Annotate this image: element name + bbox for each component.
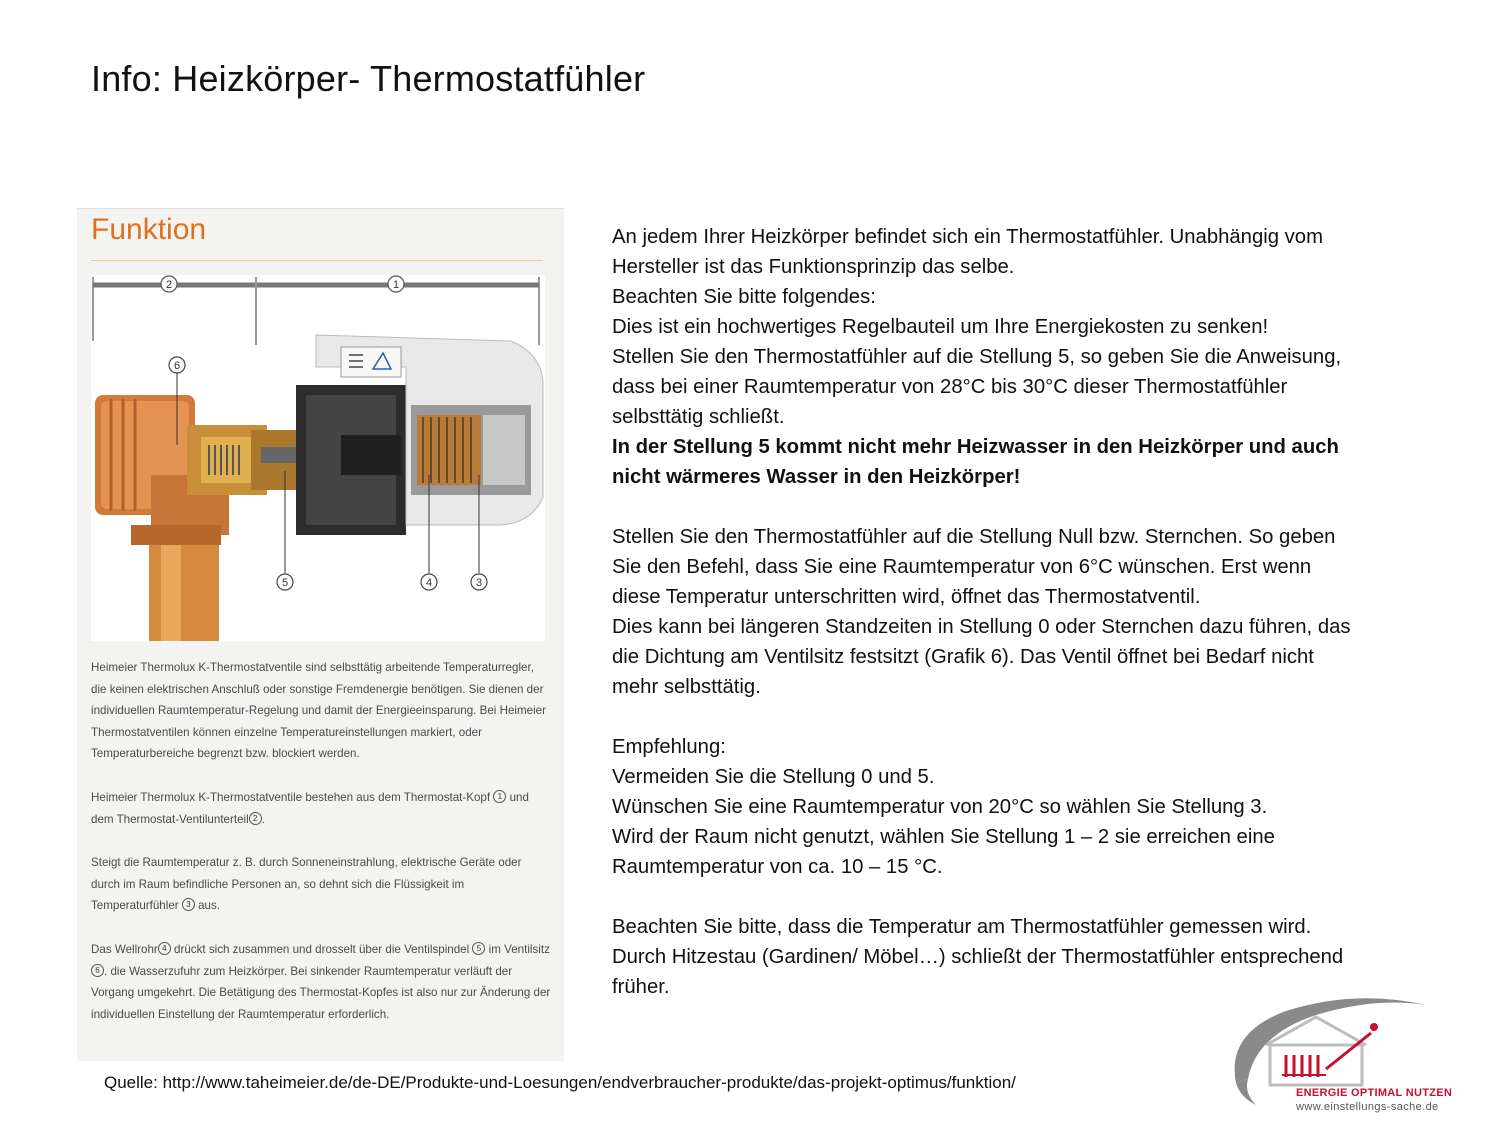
marker-4-label: 4 <box>425 577 433 589</box>
text-line: dass bei einer Raumtemperatur von 28°C bis 30°C dieser Thermostatfühler <box>612 376 1288 398</box>
paragraph-gap <box>612 702 1462 732</box>
description-paragraph-1: Heimeier Thermolux K-Thermostatventile sind selbsttätig arbeitende Temperaturregler, die keinen elektrischen Anschluß oder sonstige Fremdenergie benötigen. Sie dienen der individuellen Raumtemperatur-Regelung und damit der Energieeinsparung. Bei Heimeier Thermostatventilen können einzelne Temperatureinstellungen markiert, oder Temperaturbereiche begrenzt bzw. blockiert werden. <box>91 661 546 761</box>
description-paragraph-3 <box>91 852 551 917</box>
text-line: diese Temperatur unterschritten wird, öffnet das Thermostatventil. <box>612 586 1201 608</box>
logo-brand-name: ENERGIE OPTIMAL NUTZEN <box>1296 1087 1453 1099</box>
part-marker-3 <box>471 574 487 590</box>
panel-divider <box>91 260 543 261</box>
p4-text-c: im Ventilsitz <box>488 942 550 956</box>
text-line: Hersteller ist das Funktionsprinzip das selbe. <box>612 256 1015 278</box>
marker-6-label: 6 <box>173 360 181 372</box>
paragraph-gap <box>612 492 1462 522</box>
text-line: Stellen Sie den Thermostatfühler auf die Stellung 5, so geben Sie die Anweisung, <box>612 346 1342 368</box>
text-line: Wird der Raum nicht genutzt, wählen Sie Stellung 1 – 2 sie erreichen eine <box>612 826 1275 848</box>
part-marker-4 <box>421 574 437 590</box>
thermostat-cross-section-illustration <box>91 275 545 641</box>
part-marker-5 <box>277 574 293 590</box>
description-paragraph-2 <box>91 787 551 830</box>
source-citation: Quelle: http://www.taheimeier.de/de-DE/Produkte-und-Loesungen/endverbraucher-produkte/das-projekt-optimus/funktion/ <box>104 1073 1016 1092</box>
p2-text-a: Heimeier Thermolux K-Thermostatventile bestehen aus dem Thermostat-Kopf <box>91 790 491 804</box>
marker-4-inline: 4 <box>158 942 171 955</box>
part-marker-6 <box>169 357 185 373</box>
text-line: Stellen Sie den Thermostatfühler auf die Stellung Null bzw. Sternchen. So geben <box>612 526 1336 548</box>
paragraph-gap <box>612 882 1462 912</box>
dimension-marker-2 <box>161 276 177 292</box>
text-line: Dies kann bei längeren Standzeiten in Stellung 0 oder Sternchen dazu führen, das <box>612 616 1351 638</box>
marker-3-inline: 3 <box>182 898 195 911</box>
text-line: Beachten Sie bitte folgendes: <box>612 286 876 308</box>
marker-1-label: 1 <box>392 279 400 291</box>
thermostat-valve-diagram <box>91 275 545 641</box>
function-panel <box>77 208 564 1061</box>
page-title: Info: Heizkörper- Thermostatfühler <box>91 58 646 99</box>
description-paragraph-4 <box>91 939 551 1025</box>
marker-5-inline: 5 <box>472 942 485 955</box>
text-line: Beachten Sie bitte, dass die Temperatur am Thermostatfühler gemessen wird. <box>612 916 1312 938</box>
text-line: mehr selbsttätig. <box>612 676 761 698</box>
text-line: Dies ist ein hochwertiges Regelbauteil um Ihre Energiekosten zu senken! <box>612 316 1269 338</box>
explanation-text <box>612 222 1462 1002</box>
marker-5-label: 5 <box>281 577 289 589</box>
logo-url: www.einstellungs-sache.de <box>1296 1101 1439 1113</box>
p4-text-a: Das Wellrohr <box>91 942 158 956</box>
text-line: Sie den Befehl, dass Sie eine Raumtemperatur von 6°C wünschen. Erst wenn <box>612 556 1312 578</box>
warning-line: nicht wärmeres Wasser in den Heizkörper! <box>612 466 1021 488</box>
text-line: selbsttätig schließt. <box>612 406 785 428</box>
p2-text-b: und dem Thermostat-Ventilunterteil <box>91 790 529 826</box>
text-line: Vermeiden Sie die Stellung 0 und 5. <box>612 766 935 788</box>
marker-6-inline: 6 <box>91 964 104 977</box>
text-line: Durch Hitzestau (Gardinen/ Möbel…) schließt der Thermostatfühler entsprechend <box>612 946 1344 968</box>
text-line: An jedem Ihrer Heizkörper befindet sich ein Thermostatfühler. Unabhängig vom <box>612 226 1323 248</box>
p3-text-b: aus. <box>198 899 221 913</box>
p4-text-b: drückt sich zusammen und drosselt über die Ventilspindel <box>174 942 470 956</box>
marker-2-inline: 2 <box>249 812 262 825</box>
text-line: früher. <box>612 976 670 998</box>
text-line: die Dichtung am Ventilsitz festsitzt (Grafik 6). Das Ventil öffnet bei Bedarf nicht <box>612 646 1314 668</box>
p2-text-c: . <box>261 812 265 826</box>
marker-2-label: 2 <box>165 279 173 291</box>
warning-line: In der Stellung 5 kommt nicht mehr Heizwasser in den Heizkörper und auch <box>612 436 1339 458</box>
dimension-marker-1 <box>388 276 404 292</box>
marker-3-label: 3 <box>475 577 483 589</box>
function-description <box>91 657 551 1047</box>
text-line: Wünschen Sie eine Raumtemperatur von 20°C so wählen Sie Stellung 3. <box>612 796 1268 818</box>
recommendation-heading: Empfehlung: <box>612 736 726 758</box>
p4-text-d: . die Wasserzufuhr zum Heizkörper. Bei sinkender Raumtemperatur verläuft der Vorgang umgekehrt. Die Betätigung des Thermostat-Kopfes ist also nur zur Änderung der individuellen Einstellung der Raumtemperatur erforderlich. <box>91 964 551 1021</box>
p3-text-a: Steigt die Raumtemperatur z. B. durch Sonneneinstrahlung, elektrische Geräte oder durch im Raum befindliche Personen an, so dehnt sich die Flüssigkeit im Temperaturfühler <box>91 856 522 913</box>
panel-heading: Funktion <box>91 213 207 246</box>
text-line: Raumtemperatur von ca. 10 – 15 °C. <box>612 856 943 878</box>
marker-1-inline: 1 <box>493 790 506 803</box>
